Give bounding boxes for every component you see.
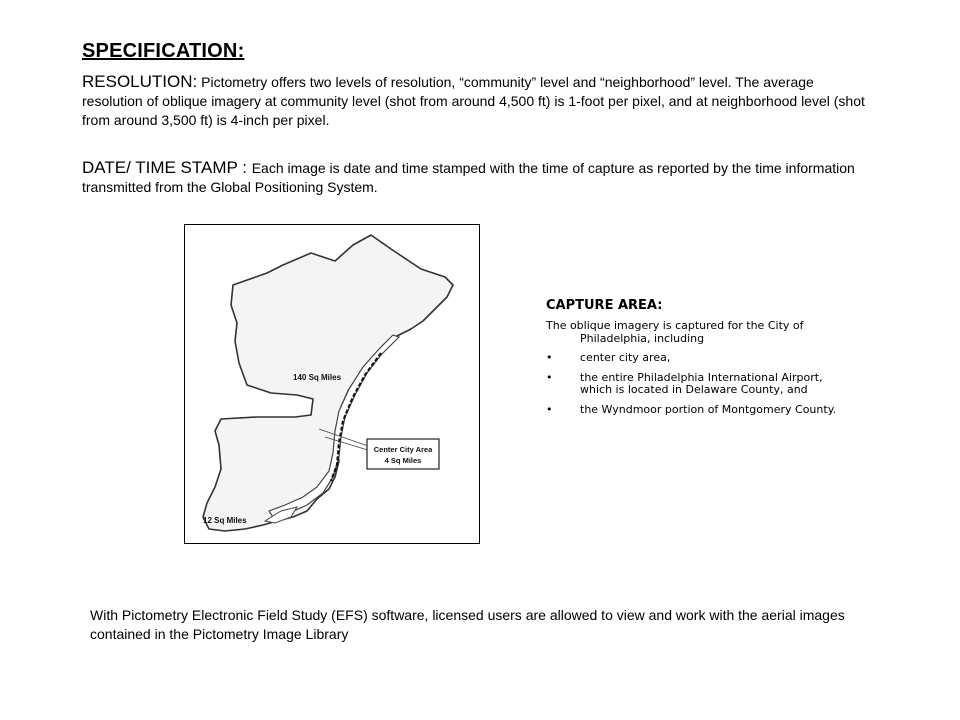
label-center-city-line2: 4 Sq Miles <box>384 456 422 465</box>
footer-paragraph: With Pictometry Electronic Field Study (EFS) software, licensed users are allowed to view and work with the aerial images contained in the Pictometry Image Library <box>90 607 845 642</box>
list-item-text: center city area, <box>580 351 671 364</box>
page-title: SPECIFICATION: <box>82 40 245 62</box>
list-item <box>546 404 846 416</box>
bullet-icon: • <box>546 351 553 364</box>
label-center-city-line1: Center City Area <box>373 445 433 454</box>
philadelphia-map <box>184 224 480 544</box>
list-item <box>546 372 846 396</box>
datestamp-label: DATE/ TIME STAMP : <box>82 158 252 177</box>
datestamp-text: Each image is date and time stamped with the time of capture as reported by the time information transmitted from the Global Positioning System. <box>82 160 855 195</box>
philadelphia-map-drawing <box>185 225 479 543</box>
label-main-area: 140 Sq Miles <box>293 373 342 382</box>
bullet-icon: • <box>546 371 553 384</box>
label-airport-area: 12 Sq Miles <box>203 516 247 525</box>
capture-area-intro: The oblique imagery is captured for the City of Philadelphia, including <box>546 319 804 345</box>
list-item-text: the Wyndmoor portion of Montgomery County. <box>580 403 837 416</box>
list-item <box>546 352 846 364</box>
resolution-text: Pictometry offers two levels of resolution, “community” level and “neighborhood” level. The average resolution of oblique imagery at community level (shot from around 4,500 ft) is 1-foot per pixel, and at neighborhood level (shot from around 3,500 ft) is 4-inch per pixel. <box>82 74 865 128</box>
city-boundary <box>203 235 453 531</box>
list-item-text: the entire Philadelphia International Airport, which is located in Delaware County, and <box>580 371 823 396</box>
capture-area-list <box>546 352 846 416</box>
resolution-paragraph <box>82 72 872 130</box>
capture-area-title: CAPTURE AREA: <box>546 298 663 313</box>
resolution-label: RESOLUTION: <box>82 72 198 91</box>
capture-area-section <box>546 298 846 424</box>
datestamp-paragraph <box>82 158 872 197</box>
bullet-icon: • <box>546 403 553 416</box>
